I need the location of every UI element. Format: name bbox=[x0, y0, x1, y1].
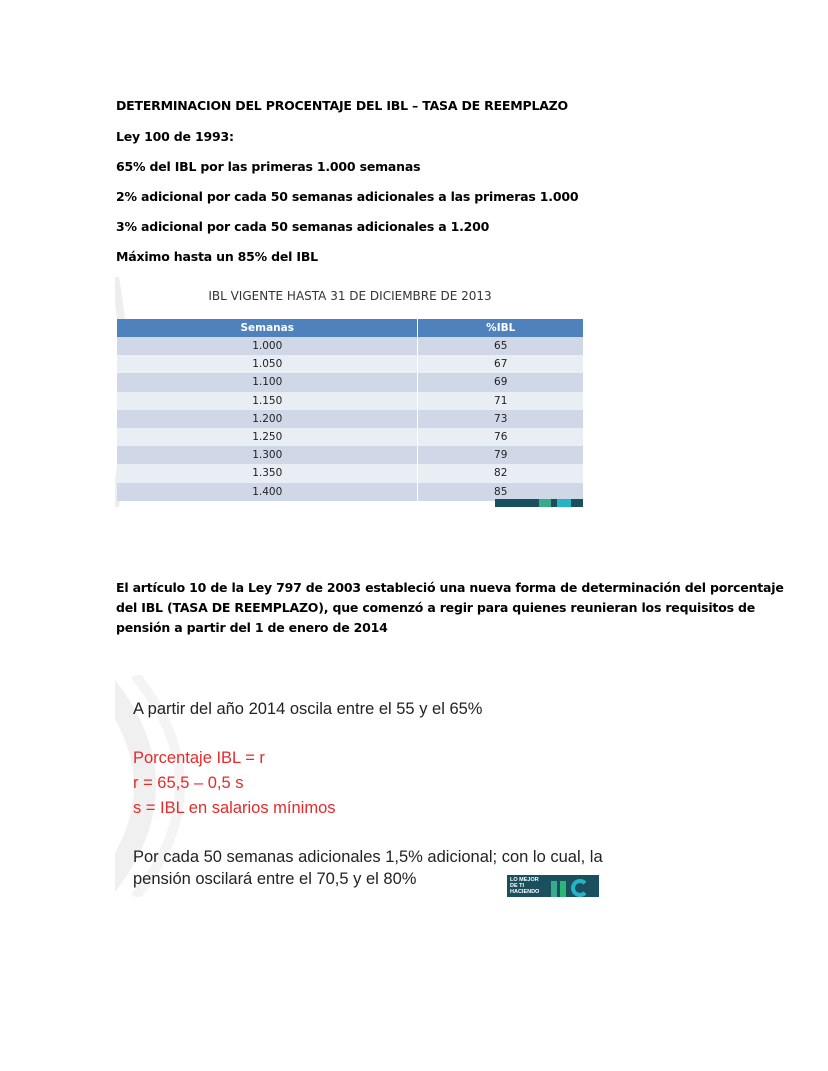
table-row bbox=[117, 355, 583, 373]
slide-outro-line1: Por cada 50 semanas adicionales 1,5% adicional; con lo cual, la bbox=[133, 848, 603, 866]
rule-additional-2pct: 2% adicional por cada 50 semanas adicionales a las primeras 1.000 bbox=[116, 189, 579, 204]
cell-ibl: 71 bbox=[418, 392, 583, 410]
logo-text: LO MEJOR DE TI HACIENDO bbox=[510, 877, 540, 895]
paragraph-line: El artículo 10 de la Ley 797 de 2003 estableció una nueva forma de determinación del porcentaje bbox=[116, 580, 784, 595]
cell-semanas: 1.050 bbox=[117, 355, 418, 373]
cell-semanas: 1.400 bbox=[117, 483, 418, 501]
paragraph-line: del IBL (TASA DE REEMPLAZO), que comenzó a regir para quienes reunieran los requisitos de bbox=[116, 600, 756, 615]
table-row bbox=[117, 410, 583, 428]
table-row bbox=[117, 446, 583, 464]
table-row bbox=[117, 337, 583, 355]
brand-logo bbox=[507, 875, 599, 897]
rule-maximum: Máximo hasta un 85% del IBL bbox=[116, 249, 318, 264]
formula-percentage: Porcentaje IBL = r bbox=[133, 749, 265, 767]
cell-ibl: 67 bbox=[418, 355, 583, 373]
rule-additional-3pct: 3% adicional por cada 50 semanas adicionales a 1.200 bbox=[116, 219, 490, 234]
formula-r: r = 65,5 – 0,5 s bbox=[133, 774, 244, 792]
table-row bbox=[117, 464, 583, 482]
table-title: IBL VIGENTE HASTA 31 DE DICIEMBRE DE 2013 bbox=[208, 289, 492, 303]
cell-semanas: 1.200 bbox=[117, 410, 418, 428]
slide-outro-line2: pensión oscilará entre el 70,5 y el 80% bbox=[133, 870, 417, 888]
logo-fragment bbox=[495, 499, 583, 507]
rule-base: 65% del IBL por las primeras 1.000 semanas bbox=[116, 159, 421, 174]
paragraph-line: pensión a partir del 1 de enero de 2014 bbox=[116, 620, 388, 635]
law-797-paragraph bbox=[116, 578, 784, 638]
table-row bbox=[117, 483, 583, 501]
formula-slide-image bbox=[115, 675, 605, 897]
table-row bbox=[117, 392, 583, 410]
cell-semanas: 1.000 bbox=[117, 337, 418, 355]
cell-ibl: 65 bbox=[418, 337, 583, 355]
cell-ibl: 82 bbox=[418, 464, 583, 482]
column-header-ibl: %IBL bbox=[418, 319, 583, 337]
cell-ibl: 73 bbox=[418, 410, 583, 428]
cell-ibl: 76 bbox=[418, 428, 583, 446]
cell-ibl: 69 bbox=[418, 373, 583, 391]
law-reference: Ley 100 de 1993: bbox=[116, 129, 234, 144]
formula-s: s = IBL en salarios mínimos bbox=[133, 799, 336, 817]
ibl-table bbox=[117, 319, 583, 501]
table-row bbox=[117, 373, 583, 391]
cell-ibl: 85 bbox=[418, 483, 583, 501]
document-title: DETERMINACION DEL PROCENTAJE DEL IBL – TASA DE REEMPLAZO bbox=[116, 98, 568, 113]
ibl-table-image bbox=[115, 277, 583, 507]
column-header-semanas: Semanas bbox=[117, 319, 418, 337]
cell-semanas: 1.100 bbox=[117, 373, 418, 391]
cell-semanas: 1.150 bbox=[117, 392, 418, 410]
slide-intro: A partir del año 2014 oscila entre el 55 y el 65% bbox=[133, 700, 483, 718]
cell-semanas: 1.350 bbox=[117, 464, 418, 482]
table-row bbox=[117, 428, 583, 446]
cell-semanas: 1.250 bbox=[117, 428, 418, 446]
cell-ibl: 79 bbox=[418, 446, 583, 464]
cell-semanas: 1.300 bbox=[117, 446, 418, 464]
